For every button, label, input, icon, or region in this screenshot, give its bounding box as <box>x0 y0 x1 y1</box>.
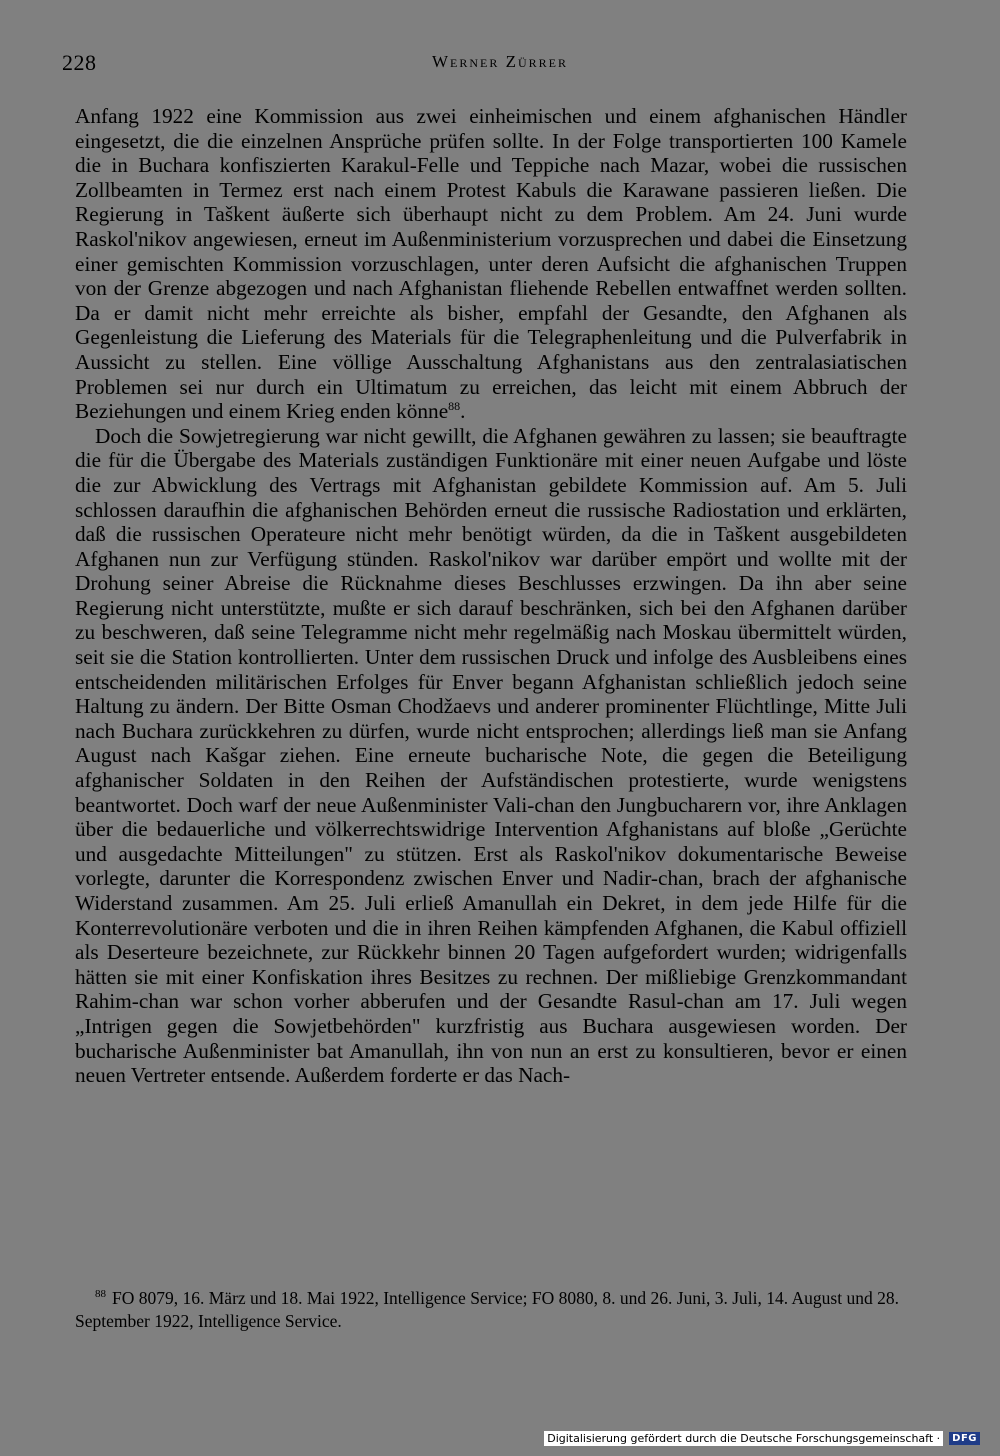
paragraph-1-text: Anfang 1922 eine Kommission aus zwei einheimischen und einem afghanischen Händler eingesetzt, die die einzelnen Ansprüche prüfen sollte. In der Folge transportierten 100 Kamele die in Buchara konfiszierten Karakul-Felle und Teppiche nach Mazar, wobei die russischen Zollbeamten in Termez erst nach einem Protest Kabuls die Karawane passieren ließen. Die Regierung in Taškent äußerte sich überhaupt nicht zu dem Problem. Am 24. Juni wurde Raskol'nikov angewiesen, erneut im Außenministerium vorzusprechen und dabei die Einsetzung einer gemischten Kommission vorzuschlagen, unter deren Aufsicht die afghanischen Truppen von der Grenze abgezogen und nach Afghanistan fliehende Rebellen entwaffnet werden sollten. Da er damit nicht mehr erreichte als bisher, empfahl der Gesandte, den Afghanen als Gegenleistung die Lieferung des Materials für die Telegraphenleitung und die Pulverfabrik in Aussicht zu stellen. Eine völlige Ausschaltung Afghanistans aus den zentralasiatischen Problemen sei nur durch ein Ultimatum zu erreichen, das leicht mit einem Abbruch der Beziehungen und einem Krieg enden könne <box>75 104 907 424</box>
paragraph-1: Anfang 1922 eine Kommission aus zwei einheimischen und einem afghanischen Händler eingesetzt, die die einzelnen Ansprüche prüfen sollte. In der Folge transportierten 100 Kamele die in Buchara konfiszierten Karakul-Felle und Teppiche nach Mazar, wobei die russischen Zollbeamten in Termez erst nach einem Protest Kabuls die Karawane passieren ließen. Die Regierung in Taškent äußerte sich überhaupt nicht zu dem Problem. Am 24. Juni wurde Raskol'nikov angewiesen, erneut im Außenministerium vorzusprechen und dabei die Einsetzung einer gemischten Kommission vorzuschlagen, unter deren Aufsicht die afghanischen Truppen von der Grenze abgezogen und nach Afghanistan fliehende Rebellen entwaffnet werden sollten. Da er damit nicht mehr erreichte als bisher, empfahl der Gesandte, den Afghanen als Gegenleistung die Lieferung des Materials für die Telegraphenleitung und die Pulverfabrik in Aussicht zu stellen. Eine völlige Ausschaltung Afghanistans aus den zentralasiatischen Problemen sei nur durch ein Ultimatum zu erreichen, das leicht mit einem Abbruch der Beziehungen und einem Krieg enden könne$^{88}$. <box>75 104 907 424</box>
running-head: Werner Zürrer <box>431 52 569 71</box>
body-text <box>75 104 907 1088</box>
footnote-text: FO 8079, 16. März und 18. Mai 1922, Intelligence Service; FO 8080, 8. und 26. Juni, 3. Juli, 14. August und 28. September 1922, Intelligence Service. <box>75 1288 899 1331</box>
dfg-logo-icon: DFG <box>949 1432 980 1445</box>
footnote-reference: 88 <box>448 399 461 414</box>
digitization-credit: Digitalisierung gefördert durch die Deutsche Forschungsgemeinschaft · <box>544 1431 943 1446</box>
footnote-number: 88 <box>95 1288 106 1301</box>
digitization-footer <box>544 1430 980 1446</box>
paragraph-2: Doch die Sowjetregierung war nicht gewillt, die Afghanen gewähren zu lassen; sie beauftragte die für die Übergabe des Materials zuständigen Funktionäre mit einer neuen Aufgabe und löste die zur Abwicklung des Vertrags mit Afghanistan gebildete Kommission auf. Am 5. Juli schlossen daraufhin die afghanischen Behörden erneut die russische Radiostation und erklärten, daß die russischen Operateure nicht mehr benötigt würden, da die in Taškent ausgebildeten Afghanen nun zur Verfügung stünden. Raskol'nikov war darüber empört und wollte mit der Drohung seiner Abreise die Rücknahme dieses Beschlusses erzwingen. Da ihn aber seine Regierung nicht unterstützte, mußte er sich darauf beschränken, sich bei den Afghanen darüber zu beschweren, daß seine Telegramme nicht mehr regelmäßig nach Moskau übermittelt würden, seit sie die Station kontrollierten. Unter dem russischen Druck und infolge des Ausbleibens eines entscheidenden militärischen Erfolges für Enver begann Afghanistan schließlich jedoch seine Haltung zu ändern. Der Bitte Osman Chodžaevs und anderer prominenter Flüchtlinge, Mitte Juli nach Buchara zurückkehren zu dürfen, wurde nicht entsprochen; allerdings ließ man sie Anfang August nach Kašgar ziehen. Eine erneute bucharische Note, die gegen die Beteiligung afghanischer Soldaten in den Reihen der Aufständischen protestierte, wurde wenigstens beantwortet. Doch warf der neue Außenminister Vali-chan den Jungbucharern vor, ihre Anklagen über die bedauerliche und völkerrechtswidrige Intervention Afghanistans auf bloße „Gerüchte und ausgedachte Mitteilungen" zu stützen. Erst als Raskol'nikov dokumentarische Beweise vorlegte, darunter die Korrespondenz zwischen Enver und Nadir-chan, brach der afghanische Widerstand zusammen. Am 25. Juli erließ Amanullah ein Dekret, in dem jede Hilfe für die Konterrevolutionäre verboten und die in ihren Reihen kämpfenden Afghanen, die Kabul offiziell als Deserteure bezeichnete, zur Rückkehr binnen 20 Tagen aufgefordert wurden; widrigenfalls hätten sie mit einer Konfiskation ihres Besitzes zu rechnen. Der mißliebige Grenzkommandant Rahim-chan war schon vorher abberufen und der Gesandte Rasul-chan am 17. Juli wegen „Intrigen gegen die Sowjetbehörden" kurzfristig aus Buchara ausgewiesen worden. Der bucharische Außenminister bat Amanullah, ihn von nun an erst zu konsultieren, bevor er einen neuen Vertreter entsende. Außerdem forderte er das Nach- <box>75 423 907 1088</box>
page-number: 228 <box>62 50 97 75</box>
footnote <box>75 1287 907 1333</box>
